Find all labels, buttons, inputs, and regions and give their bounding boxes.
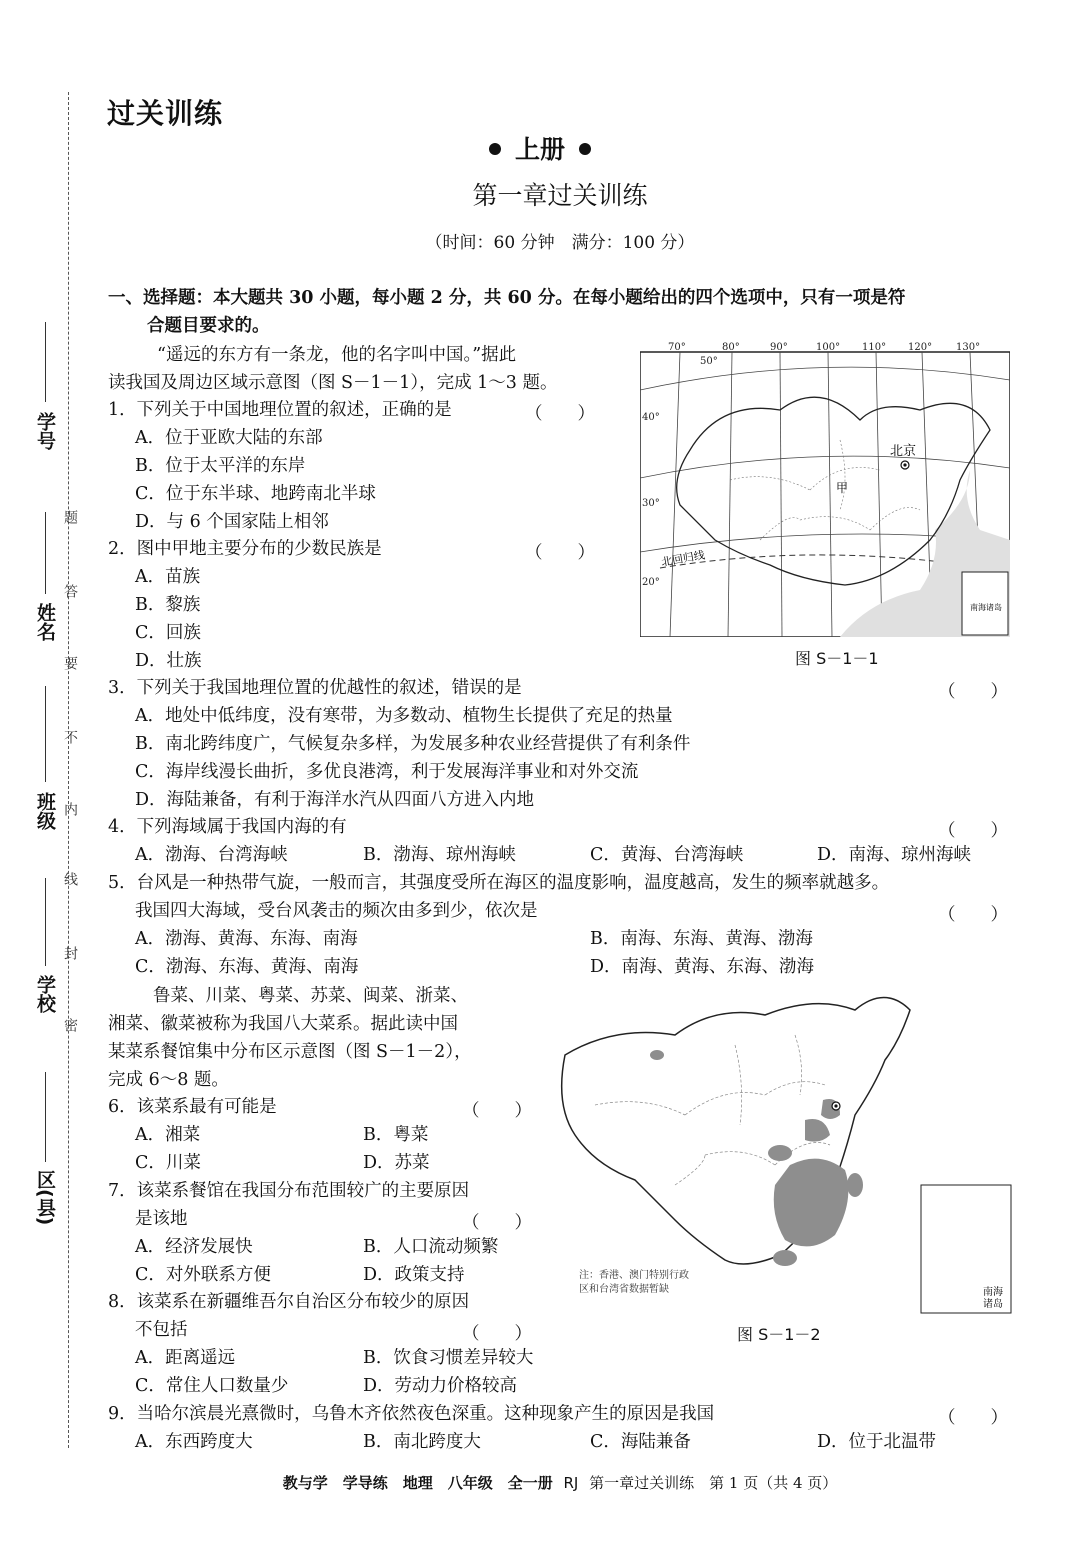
option-b: B．南海、东海、黄海、渤海	[590, 929, 813, 949]
option-a: A．位于亚欧大陆的东部	[135, 428, 323, 448]
lon-label: 110°	[862, 342, 887, 353]
option-c: C．川菜	[135, 1153, 201, 1173]
margin-warning-char: 答	[62, 584, 78, 598]
district-label: 区(县)	[34, 1170, 56, 1226]
lon-label: 120°	[908, 342, 933, 353]
figure-caption: 图 S－1－1	[795, 649, 879, 668]
question-stem: 7．该菜系餐馆在我国分布范围较广的主要原因	[108, 1181, 470, 1201]
lat-label: 50°	[700, 356, 718, 367]
answer-blank[interactable]: （ ）	[525, 543, 595, 563]
bullet-icon	[489, 143, 501, 155]
option-b: B．人口流动频繁	[363, 1237, 499, 1257]
beijing-label: 北京	[890, 444, 917, 459]
question-stem: 5．台风是一种热带气旋，一般而言，其强度受所在海区的温度影响，温度越高，发生的频率就越多。	[108, 873, 890, 893]
student-id-field[interactable]	[45, 322, 46, 402]
option-c: C．回族	[135, 623, 201, 643]
passage-text: “遥远的东方有一条龙，他的名字叫中国。”据此	[157, 345, 517, 365]
passage-text: 某菜系餐馆集中分布区示意图（图 S－1－2），	[108, 1042, 472, 1062]
option-d: D．南海、琼州海峡	[817, 845, 972, 865]
option-b: B．位于太平洋的东岸	[135, 456, 306, 476]
beijing-dot-icon	[903, 463, 906, 466]
question-stem-cont: 不包括	[135, 1320, 188, 1340]
question-stem-cont: 是该地	[135, 1209, 188, 1229]
option-a: A．渤海、台湾海峡	[135, 845, 288, 865]
time-info: （时间：60 分钟 满分：100 分）	[425, 233, 695, 253]
option-b: B．南北跨纬度广，气候复杂多样，为发展多种农业经营提供了有利条件	[135, 734, 691, 754]
option-c: C．常住人口数量少	[135, 1376, 289, 1396]
option-a: A．湘菜	[135, 1125, 201, 1145]
option-a: A．距离遥远	[135, 1348, 236, 1368]
answer-blank[interactable]: （ ）	[938, 1408, 1008, 1428]
section-heading-cont: 合题目要求的。	[147, 316, 270, 336]
option-d: D．劳动力价格较高	[363, 1376, 518, 1396]
passage-text: 鲁菜、川菜、粤菜、苏菜、闽菜、浙菜、	[153, 986, 468, 1006]
binding-line	[68, 92, 69, 1448]
answer-blank[interactable]: （ ）	[938, 821, 1008, 841]
map-china-region	[640, 340, 1010, 637]
inset-label: 诸岛	[983, 1299, 1003, 1310]
option-c: C．海岸线漫长曲折，多优良港湾，利于发展海洋事业和对外交流	[135, 762, 639, 782]
option-d: D．海陆兼备，有利于海洋水汽从四面八方进入内地	[135, 790, 535, 810]
name-field[interactable]	[45, 512, 46, 594]
option-d: D．与 6 个国家陆上相邻	[135, 512, 329, 532]
inset-label: 南海	[983, 1287, 1003, 1298]
class-field[interactable]	[45, 686, 46, 782]
margin-warning-char: 要	[62, 656, 78, 670]
option-b: B．饮食习惯差异较大	[363, 1348, 534, 1368]
answer-blank[interactable]: （ ）	[525, 404, 595, 424]
china-outline	[562, 998, 910, 1265]
option-b: B．南北跨度大	[363, 1432, 481, 1452]
bullet-icon	[579, 143, 591, 155]
option-c: C．黄海、台湾海峡	[590, 845, 744, 865]
school-label: 学校	[34, 975, 56, 1013]
lat-label: 40°	[642, 412, 660, 423]
option-b: B．粤菜	[363, 1125, 429, 1145]
inset-label: 南海诸岛	[970, 603, 1002, 612]
name-label: 姓名	[34, 603, 56, 641]
footer-book: 教与学 学导练 地理 八年级 全一册	[282, 1474, 553, 1492]
answer-blank[interactable]: （ ）	[462, 1324, 532, 1344]
lat-label: 30°	[642, 498, 660, 509]
question-stem: 9．当哈尔滨晨光熹微时，乌鲁木齐依然夜色深重。这种现象产生的原因是我国	[108, 1404, 715, 1424]
question-stem-cont: 我国四大海域，受台风袭击的频次由多到少，依次是	[135, 901, 538, 921]
option-d: D．南海、黄海、东海、渤海	[590, 957, 815, 977]
margin-warning-char: 题	[62, 510, 78, 524]
passage-text: 湘菜、徽菜被称为我国八大菜系。据此读中国	[108, 1014, 458, 1034]
jia-label: 甲	[836, 481, 849, 495]
figure-caption: 图 S－1－2	[737, 1325, 821, 1344]
option-a: A．经济发展快	[135, 1237, 253, 1257]
map-cuisine-distribution	[555, 985, 1013, 1315]
margin-warning-char: 不	[62, 730, 78, 744]
answer-blank[interactable]: （ ）	[462, 1213, 532, 1233]
option-a: A．苗族	[135, 567, 201, 587]
option-b: B．黎族	[135, 595, 201, 615]
option-d: D．位于北温带	[817, 1432, 937, 1452]
option-a: A．地处中低纬度，没有寒带，为多数动、植物生长提供了充足的热量	[135, 706, 673, 726]
capital-dot-icon	[834, 1104, 837, 1107]
answer-blank[interactable]: （ ）	[938, 905, 1008, 925]
lon-label: 80°	[722, 342, 740, 353]
footer-edition: RJ	[563, 1474, 579, 1492]
option-d: D．政策支持	[363, 1265, 465, 1285]
option-b: B．渤海、琼州海峡	[363, 845, 516, 865]
option-d: D．苏菜	[363, 1153, 430, 1173]
question-stem: 1．下列关于中国地理位置的叙述，正确的是	[108, 400, 452, 420]
section-heading: 一、选择题：本大题共 30 小题，每小题 2 分，共 60 分。在每小题给出的四个选项中，只有一项是符	[108, 288, 906, 308]
student-id-label: 学号	[34, 412, 56, 450]
volume-title	[0, 130, 1080, 166]
option-c: C．海陆兼备	[590, 1432, 691, 1452]
lon-label: 130°	[956, 342, 981, 353]
district-field[interactable]	[45, 1072, 46, 1162]
answer-blank[interactable]: （ ）	[462, 1101, 532, 1121]
option-a: A．渤海、黄海、东海、南海	[135, 929, 358, 949]
question-stem: 8．该菜系在新疆维吾尔自治区分布较少的原因	[108, 1292, 470, 1312]
school-field[interactable]	[45, 878, 46, 966]
margin-warning-char: 线	[62, 872, 78, 886]
question-stem: 4．下列海域属于我国内海的有	[108, 817, 347, 837]
volume-label: 上册	[514, 135, 565, 164]
lat-label: 20°	[642, 577, 660, 588]
option-a: A．东西跨度大	[135, 1432, 253, 1452]
margin-warning-char: 封	[62, 946, 78, 960]
option-d: D．壮族	[135, 651, 202, 671]
margin-warning-char: 内	[62, 802, 78, 816]
passage-text: 读我国及周边区域示意图（图 S－1－1），完成 1～3 题。	[108, 373, 558, 393]
question-stem: 3．下列关于我国地理位置的优越性的叙述，错误的是	[108, 678, 522, 698]
option-c: C．渤海、东海、黄海、南海	[135, 957, 359, 977]
option-c: C．对外联系方便	[135, 1265, 271, 1285]
page-footer	[0, 1472, 1080, 1493]
section-tag: 过关训练	[107, 97, 224, 130]
lon-label: 90°	[770, 342, 788, 353]
tropic-label: 北回归线	[660, 548, 706, 569]
footer-page: 第一章过关训练 第 1 页（共 4 页）	[589, 1474, 838, 1492]
lon-label: 70°	[668, 342, 686, 353]
option-c: C．位于东半球、地跨南北半球	[135, 484, 376, 504]
passage-text: 完成 6～8 题。	[108, 1070, 229, 1090]
class-label: 班级	[34, 792, 56, 830]
answer-blank[interactable]: （ ）	[938, 682, 1008, 702]
chapter-title: 第一章过关训练	[472, 181, 648, 210]
map-note: 区和台湾省数据暂缺	[579, 1284, 669, 1295]
margin-warning-char: 密	[62, 1018, 78, 1032]
question-stem: 6．该菜系最有可能是	[108, 1097, 277, 1117]
map-note: 注：香港、澳门特别行政	[579, 1270, 689, 1281]
question-stem: 2．图中甲地主要分布的少数民族是	[108, 539, 382, 559]
lon-label: 100°	[816, 342, 841, 353]
